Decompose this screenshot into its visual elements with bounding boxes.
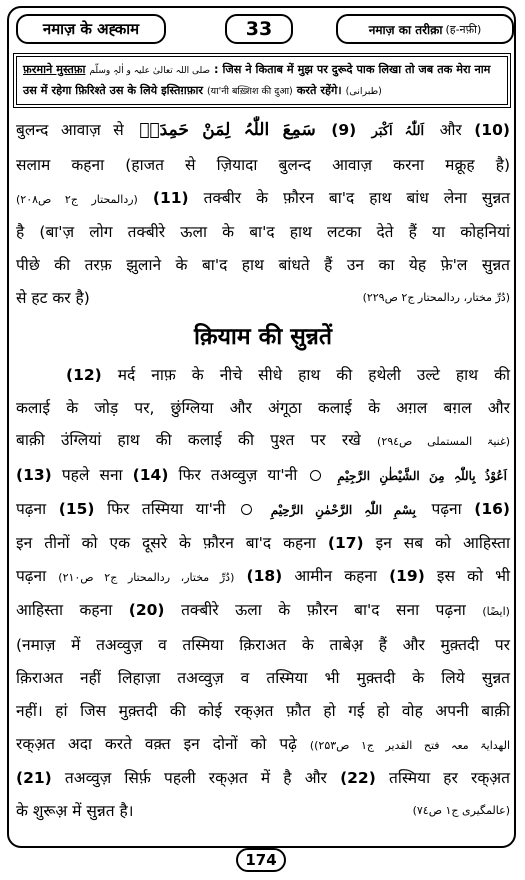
farmaan-dua: صلی اللہ تعالیٰ علیہ و اٰلہٖ وسلّم — [89, 66, 211, 76]
reference: (غنیۃ المستملی ص۲۹٤) — [377, 435, 511, 449]
header-book-title: नमाज़ के अह्काम — [16, 14, 166, 44]
header-page-number: 33 — [225, 14, 293, 44]
circle-mark-icon — [241, 504, 252, 515]
line-14 — [16, 594, 510, 629]
line-8 — [16, 392, 510, 425]
line-17 — [16, 695, 510, 728]
text: तक्बीर के फ़ौरन बा'द हाथ बांध लेना सुन्नत — [203, 188, 510, 207]
text: कलाई के जोड़ पर, छुंग्लिया और अंगूठा कलाई के अग़ल बग़ल और — [16, 398, 510, 417]
text: इन सब को आहिस्ता — [375, 533, 510, 552]
reference: (ردالمحتار ج۲ ص۲۰۸) — [16, 192, 138, 206]
rule-number: (10) — [474, 121, 510, 139]
line-19 — [16, 762, 510, 795]
rule-number: (12) — [66, 365, 102, 384]
reference: (دُرِّ مختار، ردالمحتار ج۲ ص۲۲۹) — [362, 290, 510, 304]
line-4 — [16, 216, 510, 249]
line-16 — [16, 662, 510, 695]
text: रक्अ़त अदा करते वक़्त इन दोनों को पढ़े — [16, 734, 297, 753]
text: सलाम कहना (हाजत से ज़ियादा बुलन्द आवाज़ करना मक्रूह है) — [16, 155, 510, 174]
line-18 — [16, 728, 510, 763]
rule-number: (19) — [389, 566, 425, 585]
rule-number: (16) — [474, 499, 510, 518]
line-5 — [16, 249, 510, 282]
text: तस्मिया हर रक्अ़त — [388, 769, 510, 788]
text: इन तीनों को एक दूसरे के फ़ौरन बा'द कहना — [16, 533, 316, 552]
text: पढ़ना — [16, 499, 47, 518]
line-20 — [16, 795, 510, 828]
line-3 — [16, 182, 510, 217]
text: के शुरूअ़ में सुन्नत है। — [16, 802, 134, 821]
header-chapter-main: नमाज़ का तरीक़ा — [368, 22, 443, 37]
text: पहले सना — [61, 466, 123, 485]
section-heading: क़ियाम की सुन्नतें — [193, 323, 333, 350]
line-2 — [16, 149, 510, 182]
body-text — [16, 114, 510, 828]
text: आहिस्ता कहना — [16, 601, 113, 620]
rule-number: (14) — [132, 466, 169, 485]
rule-number: (11) — [152, 188, 189, 207]
text: बुलन्द आवाज़ से — [16, 121, 124, 139]
rule-number: (9) — [331, 121, 357, 139]
farmaan-ref: (طبرانی) — [345, 86, 382, 97]
text: नहीं। हां जिस मुक़्तदी की कोई रक्अ़त फ़ौत हो गई हो वोह अपनी बाक़ी — [16, 701, 510, 720]
text: तअव्वुज़ सिर्फ़ पहली रक्अ़त में है और — [64, 769, 327, 788]
rule-number: (22) — [340, 769, 376, 788]
rule-number: (13) — [16, 466, 52, 485]
reference: (عالمگیری ج۱ ص۷٤) — [412, 804, 510, 818]
reference: (دُرِّ مختار، ردالمحتار ج۲ ص۲۱۰) — [58, 570, 235, 584]
text: फिर तस्मिया या'नी — [107, 499, 226, 518]
reference: ((الھدایۃ معہ فتح القدیر ج۱ ص۲۵۳ — [309, 738, 511, 752]
line-9 — [16, 424, 510, 459]
farmaan-text-end: करते रहेंगे। — [296, 84, 342, 97]
line-7 — [16, 359, 510, 392]
farmaan-text: : जिस ने किताब में मुझ पर दुरूदे पाक लिखा तो जब तक मेरा नाम उस में रहेगा फ़िरिश्ते उस के लिये इस्तिग़फ़ार — [23, 63, 491, 97]
arabic-phrase: سَمِعَ اللّٰہُ لِمَنْ حَمِدَہٗ — [139, 120, 316, 140]
text: पढ़ना — [16, 566, 47, 585]
text: आमीन कहना — [294, 566, 377, 585]
text: है (बा'ज़ लोग तक्बीरे ऊला के बा'द हाथ लटका देते हैं या कोहनियां — [16, 223, 510, 242]
header-chapter-title — [336, 14, 514, 44]
text: फिर तअव्वुज़ या'नी — [178, 466, 298, 485]
rule-number: (18) — [246, 566, 283, 585]
line-11 — [16, 493, 510, 527]
line-15 — [16, 629, 510, 662]
line-13 — [16, 560, 510, 595]
text: क़िराअत नहीं लिहाज़ा तअव्वुज़ व तस्मिया भी मुक़्तदी के लिये सुन्नत — [16, 668, 510, 687]
arabic-phrase: اَللّٰہُ اَکْبَر — [371, 124, 425, 139]
rule-number: (17) — [327, 533, 364, 552]
arabic-phrase: بِسْمِ اللّٰہِ الرَّحْمٰنِ الرَّحِیْمِ — [270, 502, 416, 517]
reference: (ایضًا) — [482, 605, 510, 619]
text: बाक़ी उंग्लियां हाथ की कलाई की पुश्त पर रखे — [16, 431, 361, 450]
text: पीछे की तरफ़ झुलाने के बा'द हाथ बांधते हैं उन का येह फ़े'ल सुन्नत — [16, 256, 510, 275]
circle-mark-icon — [310, 470, 321, 481]
line-1 — [16, 114, 510, 149]
farmaan-label: फ़रमाने मुस्तफ़ा — [23, 63, 86, 76]
text: इस को भी — [436, 566, 511, 585]
line-6 — [16, 282, 510, 315]
text: (नमाज़ में तअव्वुज़ व तस्मिया क़िराअत के ताबेअ़ हैं और मुक़्तदी पर — [16, 636, 510, 655]
text: और — [439, 121, 462, 139]
rule-number: (20) — [128, 601, 165, 620]
arabic-phrase: اَعُوْذُ بِاللّٰہِ مِنَ الشَّیْطٰنِ الرَّجِیْمِ — [337, 469, 507, 484]
text: पढ़ना — [431, 499, 462, 518]
line-10 — [16, 459, 510, 493]
footer-page-number: 174 — [236, 848, 286, 872]
header-chapter-sub: (ह-नफ़ी) — [445, 22, 482, 36]
rule-number: (15) — [58, 499, 95, 518]
line-12 — [16, 527, 510, 560]
farmaan-paren: (या'नी बख़्शिश की दुआ) — [206, 86, 293, 97]
text: से हट कर है) — [16, 288, 90, 307]
text: मर्द नाफ़ के नीचे सीधे हाथ की हथेली उल्टे हाथ की — [117, 365, 510, 384]
text: तक्बीरे ऊला के फ़ौरन बा'द सना पढ़ना — [181, 601, 466, 620]
rule-number: (21) — [16, 769, 52, 788]
farmaan-box — [16, 56, 508, 105]
